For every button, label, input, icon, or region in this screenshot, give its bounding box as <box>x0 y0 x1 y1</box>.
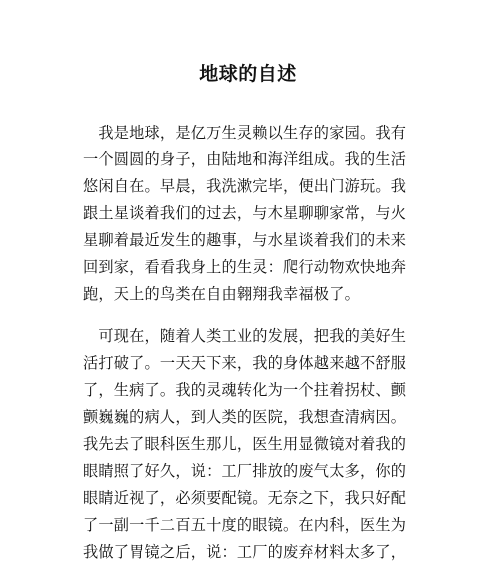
paragraph-2-line-3: 了，生病了。我的灵魂转化为一个拄着拐杖、颤 <box>83 381 407 399</box>
paragraph-1-line-7: 跑，天上的鸟类在自由翱翔我幸福极了。 <box>83 285 360 303</box>
paragraph-2-line-7: 眼睛近视了，必须要配镜。无奈之下，我只好配 <box>83 489 407 507</box>
paragraph-1-line-1: 我是地球，是亿万生灵赖以生存的家园。我有 <box>83 124 407 142</box>
paragraph-1-line-3: 悠闲自在。早晨，我洗漱完毕，便出门游玩。我 <box>83 177 407 195</box>
paragraph-2-line-5: 我先去了眼科医生那儿，医生用显微镜对着我的 <box>83 435 407 453</box>
paragraph-2-line-2: 活打破了。一天天下来，我的身体越来越不舒服 <box>83 354 407 372</box>
paragraph-2-line-4: 颤巍巍的病人，到人类的医院，我想查清病因。 <box>83 408 407 426</box>
paragraph-1-line-4: 跟土星谈着我们的过去，与木星聊聊家常，与火 <box>83 204 407 222</box>
paragraph-1-line-5: 星聊着最近发生的趣事，与水星谈着我们的未来 <box>83 231 407 249</box>
paragraph-2-line-1: 可现在，随着人类工业的发展，把我的美好生 <box>83 327 407 345</box>
paragraph-2-line-6: 眼睛照了好久，说：工厂排放的废气太多，你的 <box>83 462 407 480</box>
paragraph-2-line-8: 了一副一千二百五十度的眼镜。在内科，医生为 <box>83 516 407 534</box>
paragraph-1-line-2: 一个圆圆的身子，由陆地和海洋组成。我的生活 <box>83 150 407 168</box>
document-title: 地球的自述 <box>199 63 297 85</box>
paragraph-1-line-6: 回到家，看看我身上的生灵：爬行动物欢快地奔 <box>83 258 407 276</box>
paragraph-2-line-9: 我做了胃镜之后，说：工厂的废弃材料太多了， <box>83 543 407 561</box>
